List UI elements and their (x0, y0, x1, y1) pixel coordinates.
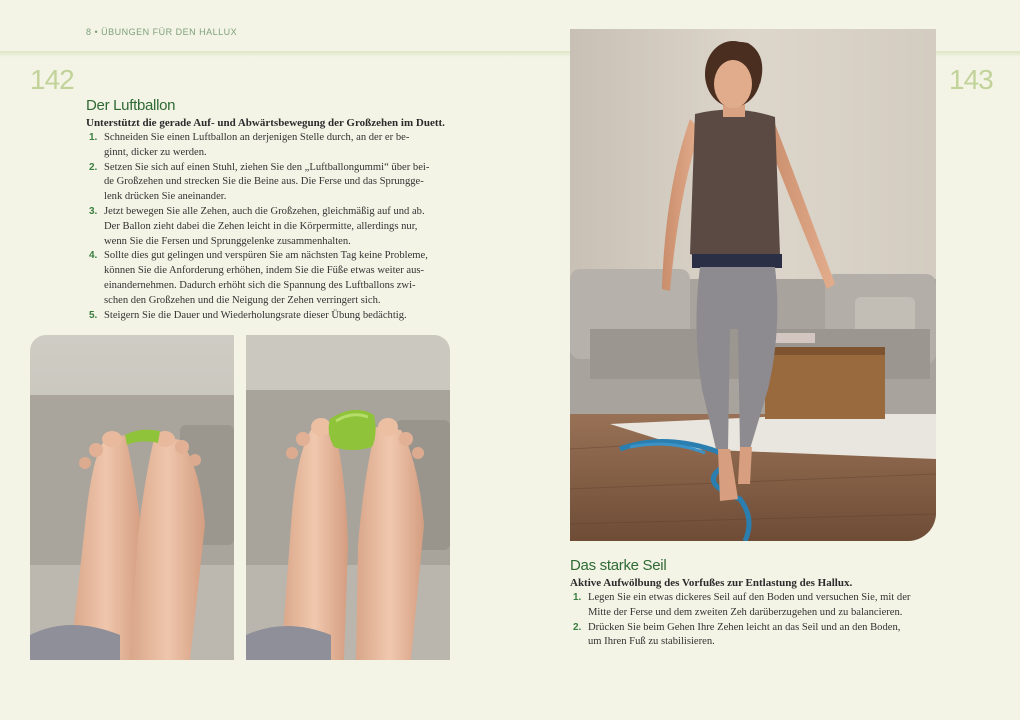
step-number: 1. (573, 592, 582, 603)
step-text-line: Steigern Sie die Dauer und Wiederholungsrate dieser Übung bedächtig. (104, 309, 407, 321)
step-number: 3. (89, 205, 98, 217)
step-item (86, 161, 466, 205)
step-text-line: Der Ballon zieht dabei die Zehen leicht in die Körpermitte, allerdings nur, (104, 220, 418, 232)
step-text-line: einandernehmen. Dadurch erhöht sich die Spannung des Luftballons zwi- (104, 279, 416, 291)
page-number-right: 143 (949, 64, 993, 95)
steps-list-seil (570, 591, 950, 650)
step-text-line: wenn Sie die Fersen und Sprunggelenke zusammenhalten. (104, 235, 351, 247)
step-text-line: lenk drücken Sie aneinander. (104, 191, 227, 203)
subtitle-seil: Aktive Aufwölbung des Vorfußes zur Entlastung des Hallux. (570, 577, 853, 589)
step-text-line: können Sie die Anforderung erhöhen, indem Sie die Füße etwas weiter aus- (104, 265, 425, 277)
step-item (570, 621, 950, 651)
step-text-line: Legen Sie ein etwas dickeres Seil auf den Boden und versuchen Sie, mit der (588, 592, 911, 603)
step-item (86, 249, 466, 308)
running-head: 8 • ÜBUNGEN FÜR DEN HALLUX (86, 27, 238, 37)
page-number-left: 142 (30, 64, 74, 95)
photo-feet-balloon-2 (246, 335, 450, 660)
step-item (570, 591, 950, 621)
step-item (86, 131, 466, 161)
photo-feet-balloon-1 (30, 335, 234, 660)
step-text-line: ginnt, dicker zu werden. (104, 146, 207, 158)
step-number: 1. (89, 132, 98, 143)
photo-woman-rope (570, 29, 936, 541)
step-text-line: schen den Großzehen und die Neigung der Zehen verringert sich. (104, 294, 381, 306)
section-title-seil: Das starke Seil (570, 557, 667, 574)
step-item (86, 309, 466, 324)
step-text-line: Schneiden Sie einen Luftballon an derjenigen Stelle durch, an der er be- (104, 132, 410, 143)
steps-list-luftballon (86, 131, 466, 323)
step-number: 5. (89, 309, 98, 321)
step-number: 2. (573, 621, 582, 633)
step-number: 4. (89, 250, 98, 262)
section-title-luftballon: Der Luftballon (86, 97, 176, 114)
step-text-line: de Großzehen und strecken Sie die Beine aus. Die Ferse und das Sprungge- (104, 176, 424, 188)
subtitle-luftballon: Unterstützt die gerade Auf- und Abwärtsbewegung der Großzehen im Duett. (86, 117, 445, 129)
step-text-line: Setzen Sie sich auf einen Stuhl, ziehen Sie den „Luftballongummi“ über bei- (104, 161, 430, 173)
step-text-line: Sollte dies gut gelingen und verspüren Sie am nächsten Tag keine Probleme, (104, 250, 428, 262)
step-text-line: Drücken Sie beim Gehen Ihre Zehen leicht an das Seil und an den Boden, (588, 621, 901, 633)
step-text-line: Mitte der Ferse und dem zweiten Zeh darüberzugehen und zu balancieren. (588, 606, 903, 618)
step-text-line: Jetzt bewegen Sie alle Zehen, auch die Großzehen, gleichmäßig auf und ab. (104, 205, 425, 217)
step-item (86, 205, 466, 249)
step-number: 2. (89, 161, 98, 173)
step-text-line: um Ihren Fuß zu stabilisieren. (588, 636, 715, 648)
